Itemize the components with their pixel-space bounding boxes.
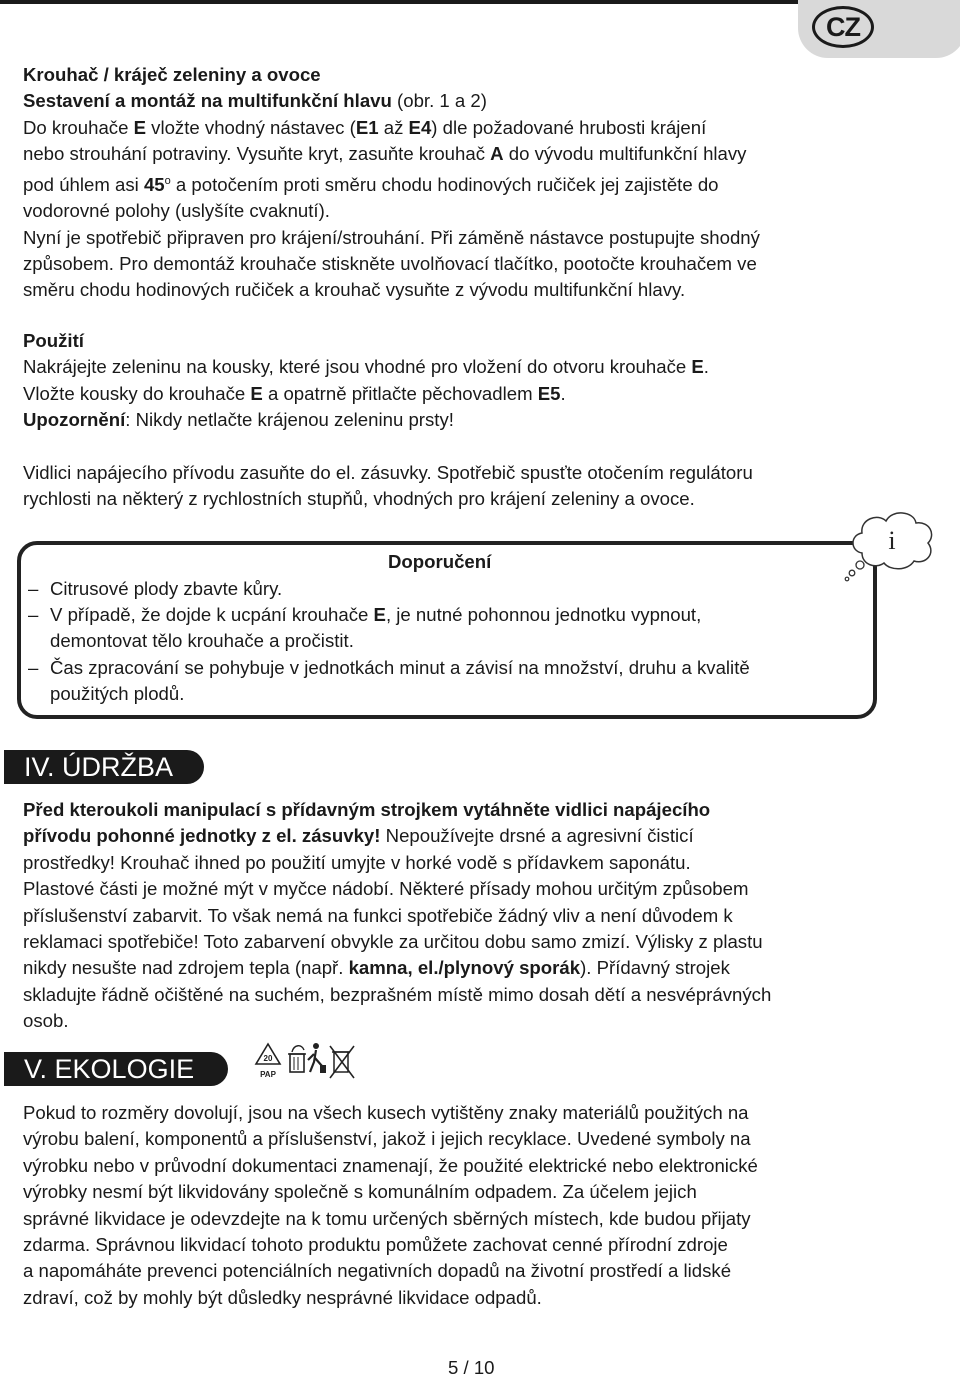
paragraph-line: příslušenství zabarvit. To však nemá na funkci spotřebiče žádný vliv a není důvodem k xyxy=(23,904,733,926)
paragraph-line: přívodu pohonné jednotky z el. zásuvky! Nepoužívejte drsné a agresivní čisticí xyxy=(23,825,694,847)
recycling-bin-icon xyxy=(288,1046,306,1072)
warning-line: Upozornění: Nikdy netlačte krájenou zeleninu prsty! xyxy=(23,409,454,431)
info-cloud-icon xyxy=(840,505,940,585)
paragraph-line: Vidlici napájecího přívodu zasuňte do el. zásuvky. Spotřebič spusťte otočením regulátoru xyxy=(23,462,753,483)
paragraph-line: Vložte kousky do krouhače E a opatrně přitlačte pěchovadlem E5. xyxy=(23,382,566,404)
paragraph-line: zdraví, což by mohly být důsledky nesprávné likvidace odpadů. xyxy=(23,1286,542,1308)
svg-text:PAP: PAP xyxy=(260,1070,276,1079)
paragraph-line: vodorovné polohy (uslyšíte cvaknutí). xyxy=(23,200,330,222)
paragraph-line: Do krouhače E vložte vhodný nástavec (E1 až E4) dle požadované hrubosti krájení xyxy=(23,116,707,138)
usage-section xyxy=(23,328,709,434)
paragraph-line: zdarma. Správnou likvidací tohoto produktu pomůžete zachovat cenné přírodní zdroje xyxy=(23,1234,728,1256)
paragraph-line: Před kteroukoli manipulací s přídavným strojkem vytáhněte vidlici napájecího xyxy=(23,799,711,820)
paragraph-line: Plastové části je možné mýt v myčce nádobí. Některé přísady mohou určitým způsobem xyxy=(23,878,749,900)
list-item: – Čas zpracování se pohybuje v jednotkách minut a závisí na množství, druhu a kvalitě použitých plodů. xyxy=(28,657,750,705)
info-letter: i xyxy=(888,526,896,555)
paragraph-line: výrobku nebo v průvodní dokumentaci znamenají, že použité elektrické nebo elektronické xyxy=(23,1154,758,1176)
ecology-section xyxy=(23,1100,758,1311)
paragraph-line: pod úhlem asi 45$^o$ a potočením proti směru chodu hodinových ručiček jej zajistěte do xyxy=(23,173,719,195)
paper-recycling-icon xyxy=(256,1044,280,1079)
ecology-heading: V. EKOLOGIE xyxy=(4,1052,228,1086)
language-badge: CZ xyxy=(812,6,874,48)
paragraph-line: skladujte řádně očištěné na suchém, bezprašném místě mimo dosah dětí a nesvéprávných xyxy=(23,983,772,1005)
paragraph-line: Pokud to rozměry dovolují, jsou na všech kusech vytištěny znaky materiálů použitých na xyxy=(23,1102,749,1123)
paragraph-line: způsobem. Pro demontáž krouhače stiskněte uvolňovací tlačítko, pootočte krouhačem ve xyxy=(23,253,757,275)
usage-title: Použití xyxy=(23,330,84,351)
tidyman-icon xyxy=(308,1043,326,1073)
assembly-subtitle: Sestavení a montáž na multifunkční hlavu (obr. 1 a 2) xyxy=(23,90,487,112)
section-title: Krouhač / kráječ zeleniny a ovoce xyxy=(23,64,321,85)
page-number: 5 / 10 xyxy=(448,1357,495,1378)
paragraph-line: nikdy nesušte nad zdrojem tepla (např. kamna, el./plynový sporák). Přídavný strojek xyxy=(23,957,730,979)
paragraph-line: a napomáháte prevenci potenciálních negativních dopadů na životní prostředí a lidské xyxy=(23,1260,732,1282)
paragraph-line: správné likvidace je odevzdejte na k tomu určených sběrných místech, kde budou přijaty xyxy=(23,1207,751,1229)
recycling-symbols-icon xyxy=(252,1040,356,1082)
weee-crossed-bin-icon xyxy=(330,1046,354,1078)
maintenance-section xyxy=(23,797,771,1035)
paragraph-line: prostředky! Krouhač ihned po použití umyjte v horké vodě s přídavkem saponátu. xyxy=(23,851,691,873)
paragraph-line: rychlosti na některý z rychlostních stupňů, vhodných pro krájení zeleniny a ovoce. xyxy=(23,488,695,510)
paragraph-line: nebo strouhání potraviny. Vysuňte kryt, zasuňte krouhač A do vývodu multifunkční hlavy xyxy=(23,143,747,165)
list-item: – Citrusové plody zbavte kůry. xyxy=(28,578,283,599)
svg-text:20: 20 xyxy=(263,1054,273,1063)
paragraph-line: výrobu balení, komponentů a příslušenství, jakož i jejich recyklace. Uvedené symboly na xyxy=(23,1128,751,1150)
power-on-paragraph xyxy=(23,460,753,513)
paragraph-line: Nyní je spotřebič připraven pro krájení/strouhání. Při záměně nástavce postupujte shodný xyxy=(23,226,760,248)
paragraph-line: směru chodu hodinových ručiček a krouhač vysuňte z vývodu multifunkční hlavy. xyxy=(23,279,686,301)
list-item: – V případě, že dojde k ucpání krouhače E, je nutné pohonnou jednotku vypnout, demontovat tělo krouhače a pročistit. xyxy=(28,604,702,652)
recommendation-title: Doporučení xyxy=(388,551,492,572)
maintenance-heading: IV. ÚDRŽBA xyxy=(4,750,204,784)
paragraph-line: osob. xyxy=(23,1010,69,1032)
slicer-section xyxy=(23,62,760,304)
paragraph-line: Nakrájejte zeleninu na kousky, které jsou vhodné pro vložení do otvoru krouhače E. xyxy=(23,356,709,378)
top-rule xyxy=(0,0,800,4)
paragraph-line: výrobky nesmí být likvidovány společně s komunálním odpadem. Za účelem jejich xyxy=(23,1181,697,1203)
paragraph-line: reklamaci spotřebiče! Toto zabarvení obvykle za určitou dobu samo zmizí. Výlisky z plastu xyxy=(23,931,763,953)
